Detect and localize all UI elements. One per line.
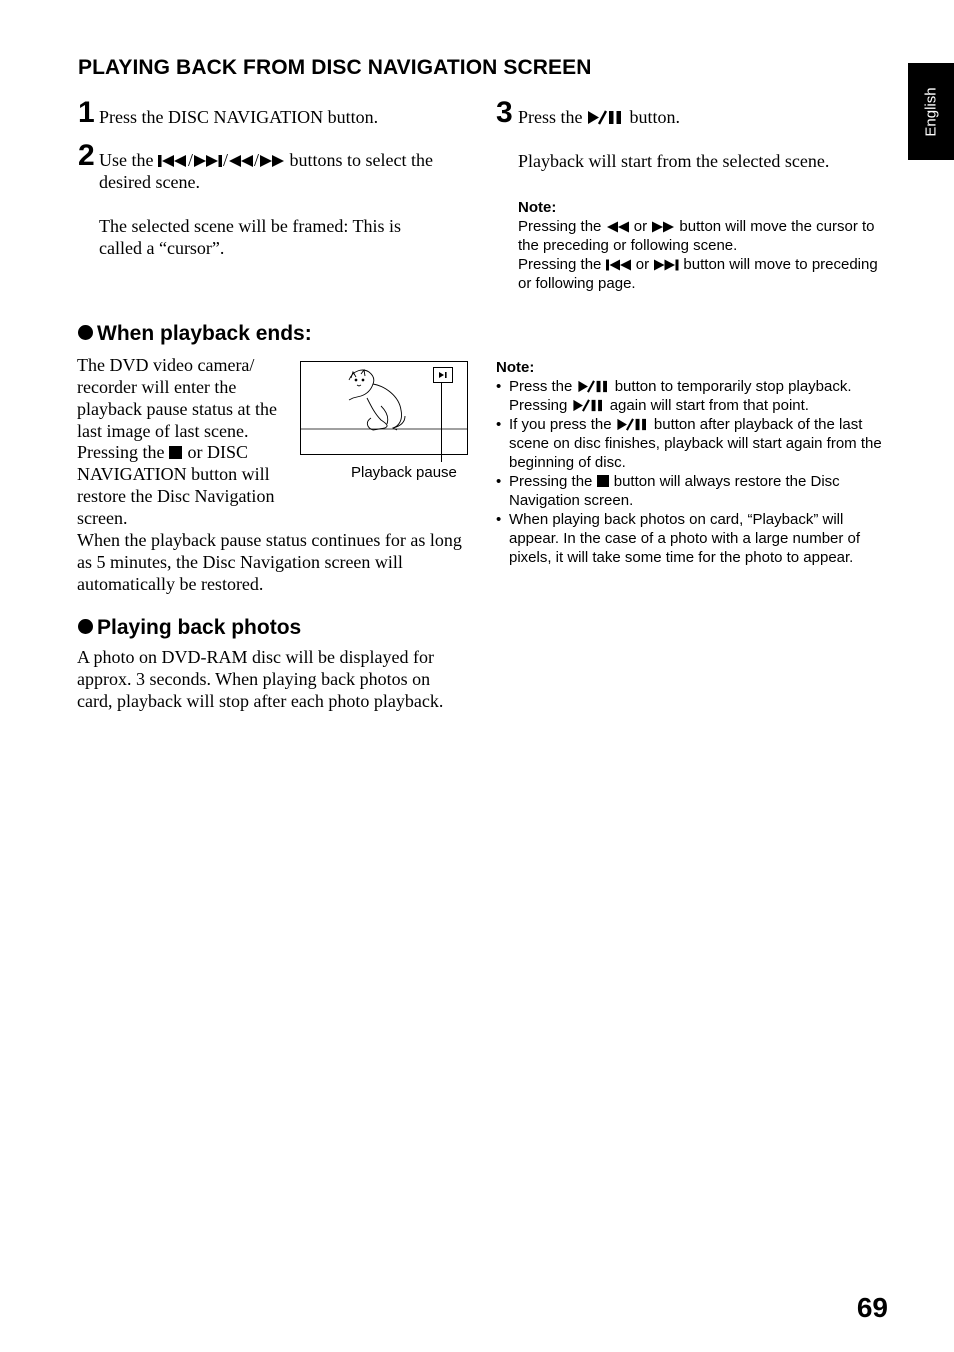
skip-back-icon (158, 154, 188, 168)
bullet-icon (78, 619, 93, 634)
step-2-text-after: buttons to select the desired scene. (99, 150, 434, 192)
photos-paragraph: A photo on DVD-RAM disc will be displayed for approx. 3 seconds. When playing back photos on card, playback will stop after each photo playback. (77, 647, 444, 711)
note-2 (496, 358, 888, 567)
skip-back-icon (606, 259, 632, 271)
play-pause-icon (572, 399, 606, 412)
step-1-text: Press the DISC NAVIGATION button. (99, 107, 379, 127)
bullet-icon (78, 325, 93, 340)
step-2-text-before: Use the (99, 150, 154, 170)
note-1 (518, 198, 890, 293)
note-2-item-3: • Pressing the button will always restore the Disc Navigation screen. (496, 472, 888, 510)
stop-icon (597, 475, 610, 488)
skip-forward-icon (653, 259, 679, 271)
when-ends-paragraph-2: Pressing the or DISC NAVIGATION button will restore the Disc Navigation screen. (77, 442, 275, 528)
figure-caption: Playback pause (351, 464, 457, 481)
language-tab-label: English (922, 86, 940, 137)
step-2-text: Use the / / / buttons to select the desired scene. (99, 150, 434, 192)
pause-indicator-icon (433, 367, 453, 383)
stop-icon (169, 446, 183, 460)
when-playback-ends-heading: When playback ends: (78, 322, 312, 346)
when-ends-paragraph-3: When the playback pause status continues for as long as 5 minutes, the Disc Navigation screen will automatically be restored. (77, 530, 462, 594)
rewind-icon (606, 221, 630, 233)
step-3-text (518, 106, 898, 128)
note-1-label: Note: (518, 199, 557, 216)
play-pause-icon (587, 110, 625, 125)
fast-forward-icon (651, 221, 675, 233)
note-2-item-4: • When playing back photos on card, “Playback” will appear. In the case of a photo with a large number of pixels, it will take some time for the photo to appear. (496, 510, 888, 567)
language-tab (908, 63, 954, 160)
step-3-number: 3 (496, 96, 513, 129)
step-2-paragraph: The selected scene will be framed: This is called a “cursor”. (99, 216, 402, 258)
note-2-item-2: • If you press the button after playback of the last scene on disc finishes, playback will start again from the beginning of disc. (496, 415, 888, 472)
play-pause-icon (577, 380, 611, 393)
section-title: PLAYING BACK FROM DISC NAVIGATION SCREEN (78, 56, 592, 79)
when-ends-paragraph-1: The DVD video camera/ recorder will enter the playback pause status at the last image of last scene. (77, 355, 277, 441)
note-1-line-2: Pressing the or button will move to preceding or following page. (518, 256, 878, 292)
note-2-label: Note: (496, 359, 535, 376)
play-pause-icon (616, 418, 650, 431)
playing-back-photos-heading: Playing back photos (78, 616, 301, 640)
skip-forward-icon (193, 154, 223, 168)
step-3-text-after: button. (629, 107, 681, 127)
rewind-icon (228, 154, 254, 168)
note-1-line-1: Pressing the or button will move the cursor to the preceding or following scene. (518, 218, 875, 254)
note-2-item-1: • Press the button to temporarily stop playback. Pressing again will start from that point. (496, 377, 888, 415)
page-number: 69 (856, 1292, 888, 1323)
callout-line (441, 382, 442, 462)
step-1-number: 1 (78, 96, 95, 129)
step-2-number: 2 (78, 139, 95, 172)
step-3-paragraph: Playback will start from the selected scene. (518, 151, 830, 171)
fast-forward-icon (259, 154, 285, 168)
playback-pause-screen (300, 361, 468, 455)
step-3-text-before: Press the (518, 107, 583, 127)
